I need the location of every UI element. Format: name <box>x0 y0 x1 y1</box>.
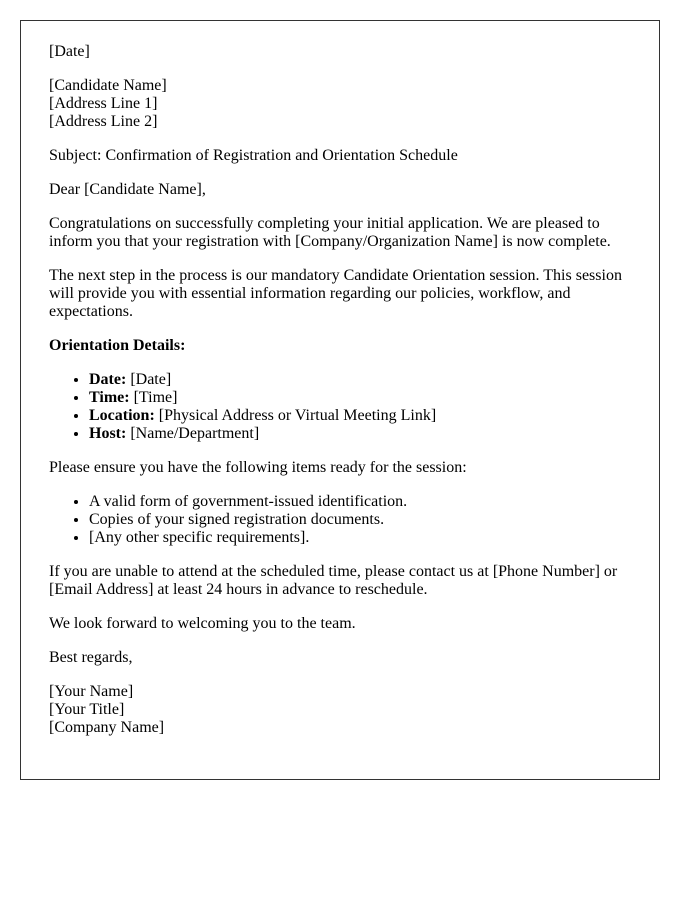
recipient-address-line-2: [Address Line 2] <box>49 113 158 130</box>
detail-value: [Date] <box>130 371 172 388</box>
letter-date: [Date] <box>49 43 90 60</box>
salutation: Dear [Candidate Name], <box>49 181 206 198</box>
recipient-address-block <box>49 77 631 131</box>
items-intro-paragraph: Please ensure you have the following items ready for the session: <box>49 459 467 476</box>
sender-signature-block <box>49 683 631 737</box>
detail-value: [Physical Address or Virtual Meeting Link] <box>158 407 437 424</box>
detail-label: Location: <box>89 407 155 424</box>
orientation-details-list <box>49 371 631 443</box>
orientation-details-heading: Orientation Details: <box>49 337 186 354</box>
detail-label: Date: <box>89 371 127 388</box>
subject-line: Subject: Confirmation of Registration and Orientation Schedule <box>49 147 458 164</box>
closing-paragraph: We look forward to welcoming you to the team. <box>49 615 356 632</box>
orientation-detail-date <box>89 371 631 389</box>
sender-title: [Your Title] <box>49 701 125 718</box>
reschedule-paragraph: If you are unable to attend at the scheduled time, please contact us at [Phone Number] or [Email Address] at least 24 hours in advance to reschedule. <box>49 563 618 598</box>
required-item: • A valid form of government-issued identification. <box>89 493 631 511</box>
sender-company: [Company Name] <box>49 719 165 736</box>
recipient-address-line-1: [Address Line 1] <box>49 95 158 112</box>
sign-off: Best regards, <box>49 649 133 666</box>
detail-label: Time: <box>89 389 130 406</box>
detail-label: Host: <box>89 425 127 442</box>
detail-value: [Time] <box>133 389 178 406</box>
sender-name: [Your Name] <box>49 683 134 700</box>
orientation-detail-location <box>89 407 631 425</box>
next-step-paragraph: The next step in the process is our mandatory Candidate Orientation session. This session will provide you with essential information regarding our policies, workflow, and expectations. <box>49 267 622 320</box>
orientation-detail-host <box>89 425 631 443</box>
letter-document <box>20 20 660 780</box>
required-item: • Copies of your signed registration documents. <box>89 511 631 529</box>
detail-value: [Name/Department] <box>130 425 260 442</box>
required-items-list <box>49 493 631 547</box>
orientation-detail-time <box>89 389 631 407</box>
required-item: • [Any other specific requirements]. <box>89 529 631 547</box>
recipient-name: [Candidate Name] <box>49 77 167 94</box>
intro-paragraph: Congratulations on successfully completing your initial application. We are pleased to inform you that your registration with [Company/Organization Name] is now complete. <box>49 215 611 250</box>
